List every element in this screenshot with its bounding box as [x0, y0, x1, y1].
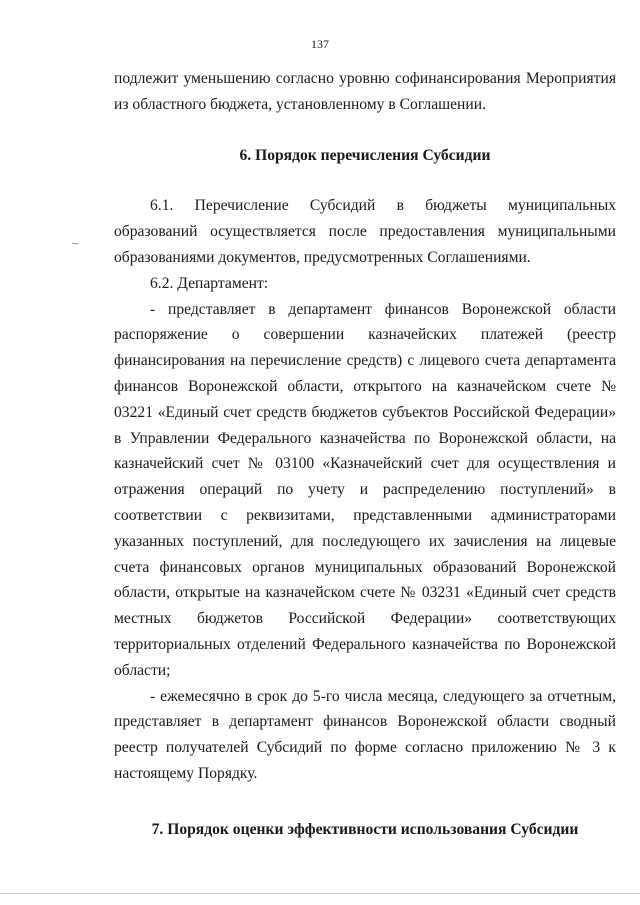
section-6-paragraph-1: 6.1. Перечисление Субсидий в бюджеты муниципальных образований осуществляется после предоставления муниципальными образованиями документов, предусмотренных Соглашениями. [114, 197, 616, 266]
spacer [114, 787, 616, 817]
section-6-paragraph-2: 6.2. Департамент: [150, 274, 269, 292]
page-number: 137 [311, 37, 329, 51]
intro-paragraph: подлежит уменьшению согласно уровню софинансирования Мероприятия из областного бюджета, установленному в Соглашении. [114, 70, 616, 113]
section-6-paragraph-3: - представляет в департамент финансов Воронежской области распоряжение о совершении казначейских платежей (реестр финансирования на перечисление средств) с лицевого счета департамента финансов Воронежской области, открытого на казначейском счете № 03221 «Единый счет средств бюджетов субъектов Российской Федерации» в Управлении Федерального казначейства по Воронежской области, на казначейский счет № 03100 «Казначейский счет для осуществления и отражения операций по учету и распределению поступлений» в соответствии с реквизитами, представленными администраторами указанных поступлений, для последующего их зачисления на лицевые счета финансовых органов муниципальных образований Воронежской области, открытые на казначейском счете № 03231 «Единый счет средств местных бюджетов Российской Федерации» соответствующих территориальных отделений Федерального казначейства по Воронежской области; [114, 300, 616, 679]
section-6-paragraph-4: - ежемесячно в срок до 5-го числа месяца, следующего за отчетным, представляет в департамент финансов Воронежской области сводный реестр получателей Субсидий по форме согласно приложению № 3 к настоящему Порядку. [114, 687, 616, 782]
section-6-heading: 6. Порядок перечисления Субсидии [239, 146, 491, 164]
spacer [114, 168, 616, 193]
section-7-heading: 7. Порядок оценки эффективности использования Субсидии [151, 820, 579, 838]
bottom-rule [0, 893, 640, 894]
document-body [114, 66, 616, 843]
spacer [114, 118, 616, 143]
margin-mark [72, 243, 78, 244]
